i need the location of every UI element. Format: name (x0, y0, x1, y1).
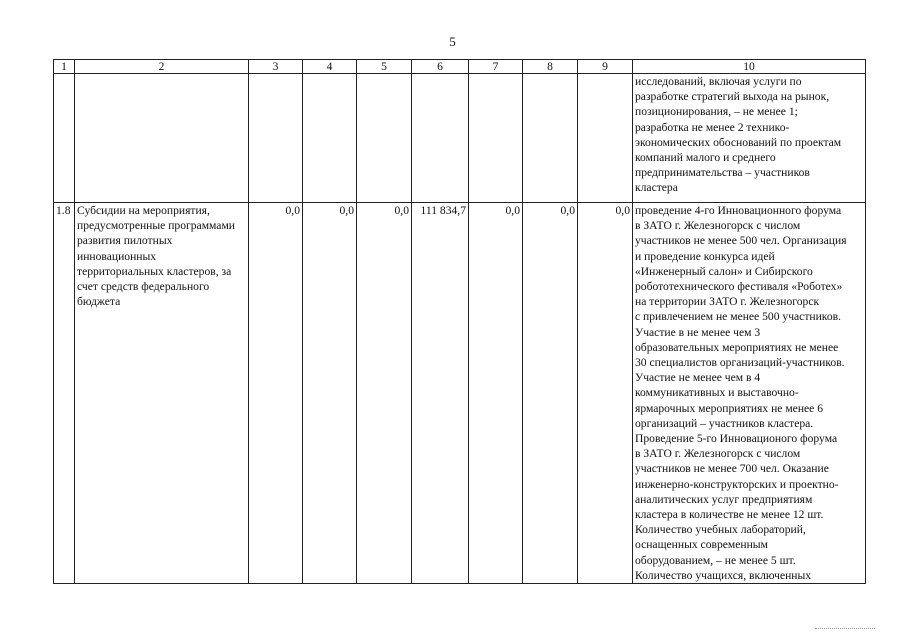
table-cell (523, 74, 578, 203)
text-line: Субсидии на мероприятия, (77, 204, 210, 217)
header-cell: 1 (54, 60, 75, 74)
text-line: территориальных кластеров, за (77, 264, 232, 278)
description-cell (75, 203, 249, 584)
text-line: экономических обоснований по проектам (635, 135, 842, 149)
header-cell: 7 (469, 60, 523, 74)
text-line: инженерно-конструкторских и проектно- (635, 477, 839, 491)
table-cell (249, 74, 303, 203)
header-cell: 2 (75, 60, 249, 74)
table-cell (357, 74, 412, 203)
text-line: оборудованием, – не менее 5 шт. (635, 553, 796, 567)
text-line: позиционирования, – не менее 1; (635, 105, 798, 119)
table-cell (75, 74, 249, 203)
text-line: Участие не менее чем в 4 (635, 371, 761, 385)
text-line: Количество учебных лабораторий, (635, 523, 806, 537)
text-line: предусмотренные программами (77, 219, 235, 233)
text-line: кластера в количестве не менее 12 шт. (635, 508, 824, 522)
text-line: образовательных мероприятиях не менее (635, 340, 839, 354)
text-line: робототехнического фестиваля «Роботех» (635, 280, 843, 294)
table-cell (578, 74, 633, 203)
header-cell: 5 (357, 60, 412, 74)
header-cell: 3 (249, 60, 303, 74)
results-cell (633, 74, 866, 203)
table-cell (469, 74, 523, 203)
value-cell: 111 834,7 (412, 203, 469, 584)
budget-table (53, 59, 866, 584)
text-line: разработке стратегий выхода на рынок, (635, 90, 830, 104)
table-cell (412, 74, 469, 203)
text-line: аналитических услуг предприятиям (635, 492, 813, 506)
text-line: предпринимательства – участников (635, 166, 810, 180)
text-line: 30 специалистов организаций-участников. (635, 356, 845, 370)
header-cell: 8 (523, 60, 578, 74)
text-line: ярмарочных мероприятиях не менее 6 (635, 401, 824, 415)
row-number: 1.8 (54, 203, 75, 584)
text-line: с привлечением не менее 500 участников. (635, 310, 842, 324)
value-cell: 0,0 (249, 203, 303, 584)
text-line: инновационных (77, 249, 157, 263)
text-line: Участие в не менее чем 3 (635, 325, 761, 339)
text-line: счет средств федерального (77, 280, 210, 294)
value-cell: 0,0 (357, 203, 412, 584)
header-row (54, 60, 866, 74)
text-line: проведение 4-го Инновационного форума (635, 204, 842, 217)
text-line: в ЗАТО г. Железногорск с числом (635, 447, 801, 461)
text-line: и проведение конкурса идей (635, 249, 775, 263)
page-number: 5 (449, 34, 456, 49)
header-cell: 9 (578, 60, 633, 74)
value-cell: 0,0 (469, 203, 523, 584)
text-line: «Инженерный салон» и Сибирского (635, 264, 813, 278)
text-line: оснащенных современным (635, 538, 768, 552)
table-cell (54, 74, 75, 203)
value-cell: 0,0 (303, 203, 357, 584)
text-line: Количество учащихся, включенных (635, 568, 812, 582)
text-line: коммуникативных и выставочно- (635, 386, 799, 400)
table-row-1-8 (54, 203, 866, 584)
text-line: бюджета (77, 295, 121, 309)
header-cell: 4 (303, 60, 357, 74)
value-cell: 0,0 (578, 203, 633, 584)
text-line: развития пилотных (77, 234, 173, 248)
text-line: участников не менее 500 чел. Организация (635, 234, 847, 248)
text-line: Проведение 5-го Инновационого форума (635, 432, 838, 446)
results-cell (633, 203, 866, 584)
text-line: исследований, включая услуги по (635, 75, 802, 88)
text-line: разработка не менее 2 технико- (635, 120, 790, 134)
header-cell: 6 (412, 60, 469, 74)
continuation-row (54, 74, 866, 203)
header-cell: 10 (633, 60, 866, 74)
scan-artifact (815, 628, 875, 630)
text-line: участников не менее 700 чел. Оказание (635, 462, 829, 476)
text-line: в ЗАТО г. Железногорск с числом (635, 219, 801, 233)
text-line: компаний малого и среднего (635, 151, 776, 165)
table-cell (303, 74, 357, 203)
text-line: организаций – участников кластера. (635, 416, 814, 430)
text-line: на территории ЗАТО г. Железногорск (635, 295, 820, 309)
value-cell: 0,0 (523, 203, 578, 584)
text-line: кластера (635, 181, 678, 195)
